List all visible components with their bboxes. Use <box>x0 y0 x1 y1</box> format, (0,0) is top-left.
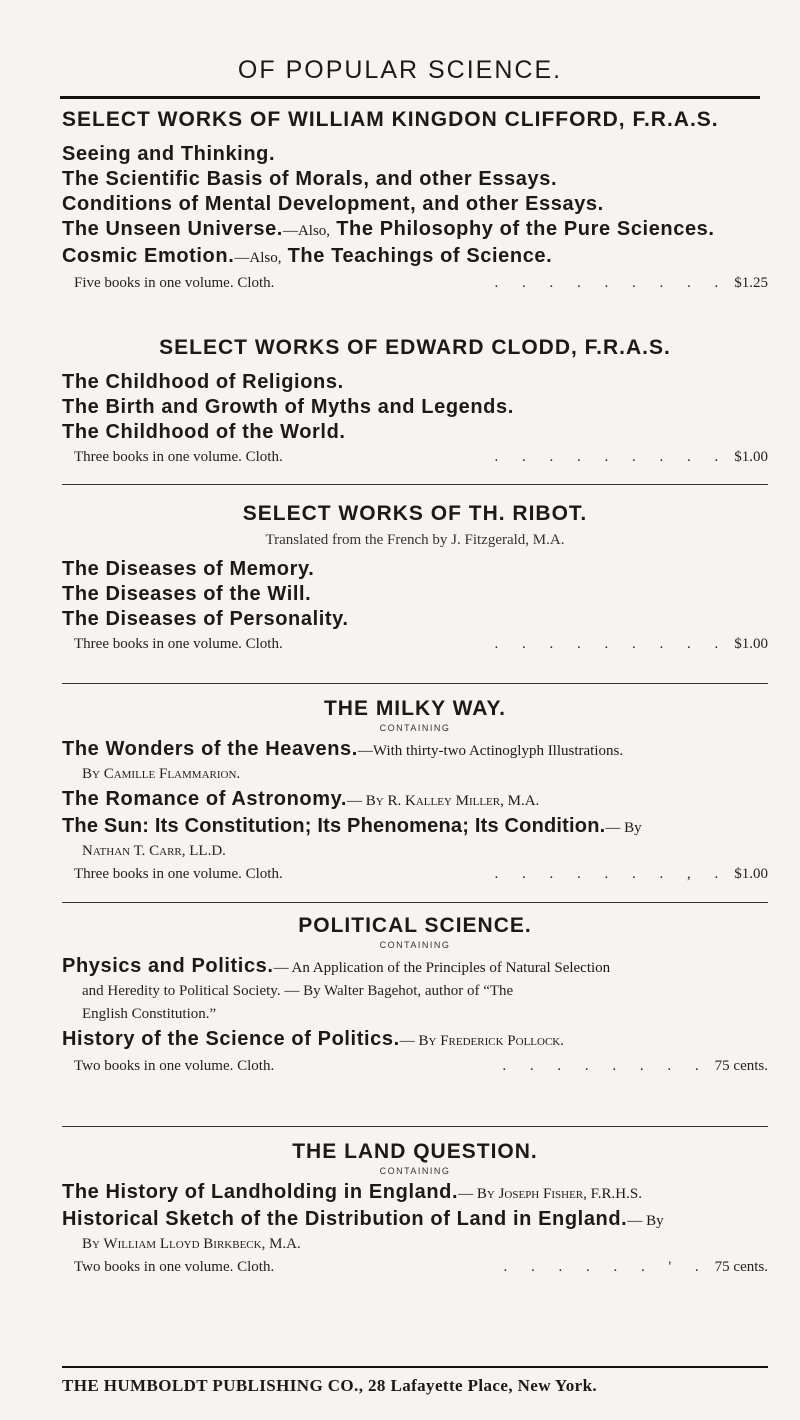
author-line: By Camille Flammarion. <box>82 766 241 782</box>
work-title: Conditions of Mental Development, and other Essays. <box>62 193 604 215</box>
price-line <box>74 447 768 467</box>
work-title <box>62 244 768 271</box>
price: $1.00 <box>734 449 768 465</box>
containing-label: CONTAINING <box>379 1166 451 1176</box>
volume-description: Five books in one volume. Cloth. <box>74 275 275 291</box>
leader-dots: . . . . . . ' . <box>503 1259 709 1275</box>
continuation-line: English Constitution.” <box>82 1006 217 1022</box>
author-line: Nathan T. Carr, LL.D. <box>82 843 226 859</box>
section-divider <box>62 683 768 684</box>
page-header: OF POPULAR SCIENCE. <box>237 56 563 84</box>
work-title <box>62 1027 768 1054</box>
price: 75 cents. <box>714 1058 768 1074</box>
section-title: POLITICAL SCIENCE. <box>298 914 532 937</box>
work-note: — By <box>627 1213 664 1229</box>
work-title <box>62 814 768 841</box>
volume-description: Two books in one volume. Cloth. <box>74 1259 275 1275</box>
price-line <box>74 1257 768 1277</box>
volume-description: Two books in one volume. Cloth. <box>74 1058 275 1074</box>
work-title <box>62 737 768 764</box>
work-name: History of the Science of Politics. <box>62 1028 400 1050</box>
work-name: Cosmic Emotion. <box>62 245 235 267</box>
section-title: SELECT WORKS OF WILLIAM KINGDON CLIFFORD, F.R.A.S. <box>62 108 719 131</box>
work-title <box>62 954 768 981</box>
work-name: The Philosophy of the Pure Sciences. <box>330 218 715 240</box>
price-line <box>74 1056 768 1076</box>
price: $1.00 <box>734 636 768 652</box>
work-title <box>62 1180 768 1207</box>
volume-description: Three books in one volume. Cloth. <box>74 449 283 465</box>
price: 75 cents. <box>714 1259 768 1275</box>
work-title: The Childhood of Religions. <box>62 371 344 393</box>
section-title: SELECT WORKS OF TH. RIBOT. <box>242 502 588 525</box>
work-name: Historical Sketch of the Distribution of Land in England. <box>62 1208 628 1230</box>
section-ribot <box>62 502 768 654</box>
header-rule <box>60 96 760 99</box>
work-title <box>62 787 768 814</box>
work-title: The Scientific Basis of Morals, and other Essays. <box>62 168 558 190</box>
section-divider <box>62 902 768 903</box>
work-name: The Teachings of Science. <box>281 245 553 267</box>
section-divider <box>62 484 768 485</box>
translator-line: Translated from the French by J. Fitzgerald, M.A. <box>265 532 565 548</box>
containing-label: CONTAINING <box>379 940 451 950</box>
work-name: The History of Landholding in England. <box>62 1181 459 1203</box>
work-note: — By R. Kalley Miller, M.A. <box>347 793 540 809</box>
price: $1.25 <box>734 275 768 291</box>
continuation-line: and Heredity to Political Society. — By Walter Bagehot, author of “The <box>82 983 514 999</box>
work-name: The Unseen Universe. <box>62 218 283 240</box>
work-title: Seeing and Thinking. <box>62 143 276 165</box>
work-title: The Diseases of the Will. <box>62 583 312 605</box>
price-line <box>74 634 768 654</box>
work-note: —With thirty-two Actinoglyph Illustrations. <box>357 743 624 759</box>
work-name: The Wonders of the Heavens. <box>62 738 358 760</box>
volume-description: Three books in one volume. Cloth. <box>74 636 283 652</box>
work-name: The Sun: Its Constitution; Its Phenomena; Its Condition. <box>62 815 606 837</box>
work-title <box>62 1207 768 1234</box>
leader-dots: . . . . . . . , . <box>494 866 729 882</box>
section-milky-way <box>62 697 768 884</box>
publisher-footer: THE HUMBOLDT PUBLISHING CO., 28 Lafayette Place, New York. <box>62 1376 598 1395</box>
leader-dots: . . . . . . . . . <box>494 449 729 465</box>
work-name: Physics and Politics. <box>62 955 274 977</box>
work-title: The Birth and Growth of Myths and Legends. <box>62 396 514 418</box>
price: $1.00 <box>734 866 768 882</box>
work-note: — By Frederick Pollock. <box>399 1033 564 1049</box>
section-political-science <box>62 914 768 1076</box>
leader-dots: . . . . . . . . . <box>494 636 729 652</box>
author-line: By William Lloyd Birkbeck, M.A. <box>82 1236 301 1252</box>
leader-dots: . . . . . . . . . <box>494 275 729 291</box>
work-note: — By <box>605 820 642 836</box>
work-title <box>62 217 768 244</box>
containing-label: CONTAINING <box>379 723 451 733</box>
work-name: The Romance of Astronomy. <box>62 788 348 810</box>
work-title: The Childhood of the World. <box>62 421 346 443</box>
footer-rule <box>62 1366 768 1368</box>
section-divider <box>62 1126 768 1127</box>
price-line <box>74 864 768 884</box>
work-note: —Also, <box>282 223 331 239</box>
work-note: —Also, <box>234 250 282 266</box>
section-clifford <box>62 108 768 293</box>
section-title: THE LAND QUESTION. <box>292 1140 538 1163</box>
section-clodd <box>62 336 768 467</box>
section-title: SELECT WORKS OF EDWARD CLODD, F.R.A.S. <box>159 336 671 359</box>
work-title: The Diseases of Personality. <box>62 608 349 630</box>
price-line <box>74 273 768 293</box>
work-note: — By Joseph Fisher, F.R.H.S. <box>458 1186 642 1202</box>
section-title: THE MILKY WAY. <box>323 697 507 720</box>
section-land-question <box>62 1140 768 1277</box>
leader-dots: . . . . . . . . <box>502 1058 709 1074</box>
work-note: — An Application of the Principles of Natural Selection <box>273 960 611 976</box>
work-title: The Diseases of Memory. <box>62 558 315 580</box>
volume-description: Three books in one volume. Cloth. <box>74 866 283 882</box>
